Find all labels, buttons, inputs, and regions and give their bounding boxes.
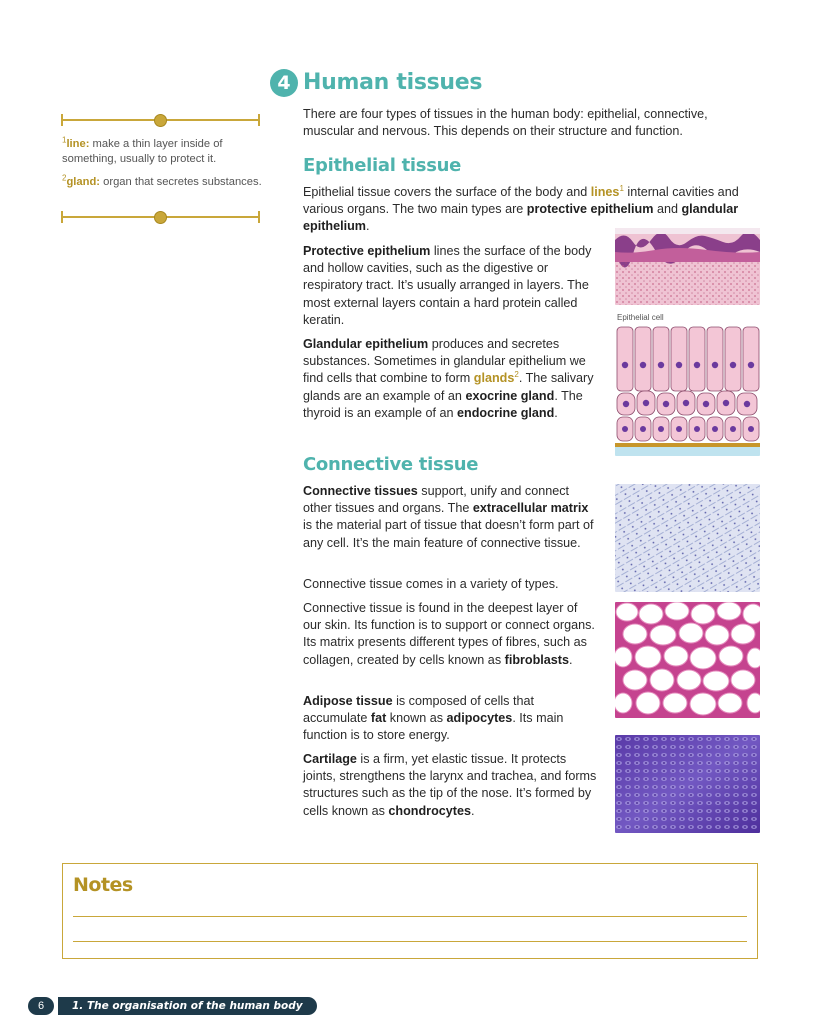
notes-title: Notes (73, 874, 133, 896)
notes-line (73, 941, 747, 942)
protective-epithelium-micrograph (615, 228, 760, 305)
notes-box[interactable] (62, 863, 758, 959)
connective-paragraph-1: Connective tissues support, unify and connect other tissues and organs. The extracellular matrix is the material part of tissue that doesn’t form part of any cell. It’s the main feature of connective tissue. (303, 484, 594, 550)
glossary-top-divider (61, 119, 260, 121)
connective-heading: Connective tissue (303, 454, 479, 475)
epithelial-paragraph-1: Epithelial tissue covers the surface of the body and lines$^1$ internal cavities and various organs. The two main types are protective epithelium and glandular epithelium. (303, 183, 739, 234)
intro-paragraph: There are four types of tissues in the human body: epithelial, connective, muscular and nervous. This depends on their structure and function. (303, 107, 708, 139)
epithelial-cell-diagram (615, 325, 760, 456)
glandular-epithelium-paragraph: Glandular epithelium produces and secretes substances. Sometimes in glandular epithelium we find cells that combine to form glands$^2$. The salivary glands are an example of an exocrine gland. The thyroid is an example of an endocrine gland. (303, 337, 594, 420)
divider-knot-icon (154, 211, 167, 224)
cartilage-paragraph: Cartilage is a firm, yet elastic tissue. It protects joints, strengthens the larynx and trachea, and forms structures such as the tip of the nose. It’s formed by cells known as chondrocytes. (303, 752, 597, 818)
adipose-tissue-micrograph (615, 602, 760, 718)
epithelial-heading: Epithelial tissue (303, 155, 462, 176)
glossary-item-gland: $^2$gland: organ that secretes substances. (62, 173, 262, 188)
divider-knot-icon (154, 114, 167, 127)
glossary-item-line: $^1$line: make a thin layer inside of something, usually to protect it. (62, 135, 223, 165)
notes-line (73, 916, 747, 917)
adipose-paragraph: Adipose tissue is composed of cells that accumulate fat known as adipocytes. Its main function is to store energy. (303, 694, 564, 743)
glossary-bottom-divider (61, 216, 260, 218)
connective-tissue-micrograph (615, 484, 760, 592)
protective-epithelium-paragraph: Protective epithelium lines the surface of the body and hollow cavities, such as the digestive or respiratory tract. It’s usually arranged in layers. The most external layers contain a hard protein called keratin. (303, 244, 592, 327)
cartilage-micrograph (615, 735, 760, 833)
section-number-badge: 4 (270, 69, 298, 97)
epithelial-cell-label: Epithelial cell (617, 313, 664, 322)
page-number: 6 (28, 997, 54, 1015)
chapter-tab: 1. The organisation of the human body (58, 997, 317, 1015)
connective-paragraph-3: Connective tissue is found in the deepest layer of our skin. Its function is to support or connect organs. Its matrix presents different types of fibres, such as collagen, created by cells known as fibroblasts. (303, 601, 595, 667)
connective-paragraph-2: Connective tissue comes in a variety of types. (303, 577, 559, 591)
page-title: Human tissues (303, 70, 483, 95)
